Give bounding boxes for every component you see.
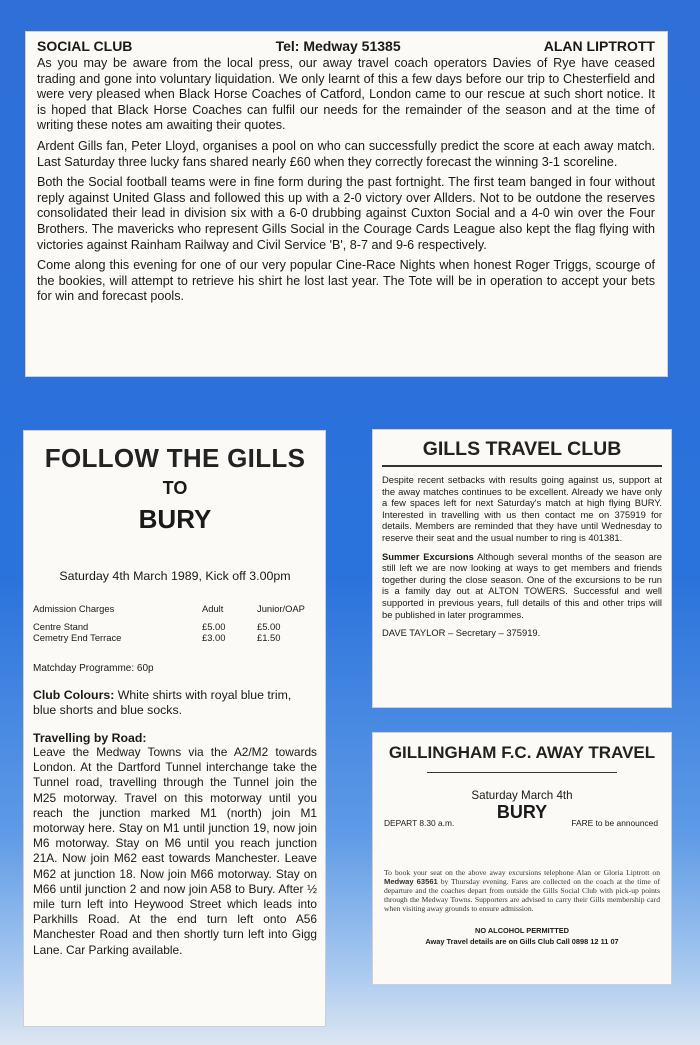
booking-phone: Medway 63561 [384,877,438,886]
admission-cell: £3.00 [202,632,226,643]
admission-header: Adult [202,603,224,614]
follow-the-gills-panel [23,430,326,1027]
admission-cell: £1.50 [257,632,281,643]
admission-row [33,632,317,643]
social-club-title: SOCIAL CLUB [37,38,133,54]
follow-title: FOLLOW THE GILLS [44,443,306,473]
title-divider [427,772,617,773]
travelling-heading: Travelling by Road: [33,731,147,745]
summer-excursions-text: Although several months of the season are still left we are now looking at ways to get members and friends together during the close season. One of the excursions to be run is a family day out at ALTON TOWERS. Successful and well supported in previous years, full details of this and other trips will be published in later programmes. [382,550,662,620]
travel-club-title: GILLS TRAVEL CLUB [382,438,662,467]
social-club-telephone: Tel: Medway 51385 [275,38,401,54]
travelling-directions: Leave the Medway Towns via the A2/M2 towards London. At the Dartford Tunnel interchange take the Tunnel road, travelling through the Tunnel join the M25 motorway. Travel on this motorway until you reach the junction marked M1 (north) join M1 motorway here. Stay on M1 until junction 19, now join M6 motorway. Stay on M6 until you reach junction 21A. Now join M62 east towards Manchester. Leave M62 at junction 18. Now join M66 motorway. Stay on M66 until junction 2 and now join A58 to Bury. After ½ mile turn left into Heywood Street which leads into Parkhills Road. At the end turn left onto A56 Manchester Road and then shortly turn left into Gigg Lane. Car Parking available. [33,745,317,957]
admission-cell: Cemetry End Terrace [33,632,122,643]
social-club-panel [25,31,668,377]
booking-text: by Thursday evening. Fares are collected on the coach at the time of departure and the coaches depart from outside the Gills Social Club with pick-up points through the Medway Towns. Supporters are advised to carry their Gills membership card when visiting away grounds to ensure admission. [384,877,660,913]
travel-club-paragraph: Despite recent setbacks with results going against us, support at the away matches continues to be excellent. Already we have only a few spaces left for next Saturday's match at high flying BURY. Interested in travelling with us then contact me on 375919 for details. Members are reminded that they have until Wednesday to reserve their seat and the usual number to ring is 401381. [382,474,662,543]
admission-cell: £5.00 [202,621,226,632]
social-paragraph: Ardent Gills fan, Peter Lloyd, organises a pool on who can successfully predict the score at each away match. Last Saturday three lucky fans shared nearly £60 when they correctly forecast the winning 3-1 scoreline. [37,138,655,169]
social-club-author: ALAN LIPTROTT [543,38,655,54]
admission-cell: £5.00 [257,621,281,632]
admission-row [33,621,317,632]
away-travel-panel [372,732,672,985]
fare-info: FARE to be announced [571,818,658,828]
club-colours-text: White shirts with royal blue trim, blue shorts and blue socks. [33,688,292,717]
booking-info [384,868,660,913]
match-date: Saturday 4th March 1989, Kick off 3.00pm [59,569,291,583]
away-destination: BURY [496,802,548,822]
summer-excursions-paragraph [382,551,662,621]
travel-club-panel [372,429,672,708]
away-travel-title: GILLINGHAM F.C. AWAY TRAVEL [388,743,656,762]
follow-title-to: TO [162,478,188,498]
social-paragraph: Come along this evening for one of our very popular Cine-Race Nights when honest Roger Triggs, scourge of the bookies, will attempt to retrieve his shirt he lost last year. The Tote will be in operation to accept your bets for win and forecast pools. [37,258,655,304]
travel-club-secretary: DAVE TAYLOR – Secretary – 375919. [382,627,541,639]
social-club-header [37,38,655,54]
admission-cell: Centre Stand [33,621,89,632]
social-paragraph: As you may be aware from the local press, our away travel coach operators Davies of Rye have ceased trading and gone into voluntary liquidation. We only learnt of this a few days before our trip to Chesterfield and were very pleased when Black Horse Coaches of Catford, London came to our rescue at such short notice. It is hoped that Black Horse Coaches can fulfil our needs for the remainder of the season and at the time of writing these notes am awaiting their quotes. [37,56,655,133]
admission-header: Admission Charges [33,603,115,614]
summer-excursions-label: Summer Excursions [382,550,474,562]
admission-header-row [33,603,317,621]
booking-text: To book your seat on the above away excursions telephone Alan or Gloria Liptrott on [384,868,660,877]
admission-header: Junior/OAP [257,603,305,614]
club-call-line: Away Travel details are on Gills Club Call 0898 12 11 07 [425,937,619,946]
follow-destination: BURY [138,504,212,534]
club-colours [33,688,317,718]
away-date: Saturday March 4th [471,789,573,802]
social-paragraph: Both the Social football teams were in fine form during the past fortnight. The first team banged in four without reply against United Glass and followed this up with a 2-0 victory over Allders. Not to be outdone the reserves consolidated their lead in division six with a 6-0 drubbing against Cuxton Social and a 4-0 win over the Four Brothers. The mavericks who represent Gills Social in the Courage Cards League also kept the flag flying with victories against Rainham Railway and Civil Service 'B', 8-7 and 9-6 respectively. [37,175,655,252]
depart-time: DEPART 8.30 a.m. [384,818,455,828]
no-alcohol-notice: NO ALCOHOL PERMITTED [474,926,570,935]
admission-table [33,603,317,643]
programme-price: Matchday Programme: 60p [33,663,154,674]
club-colours-label: Club Colours: [33,688,115,702]
